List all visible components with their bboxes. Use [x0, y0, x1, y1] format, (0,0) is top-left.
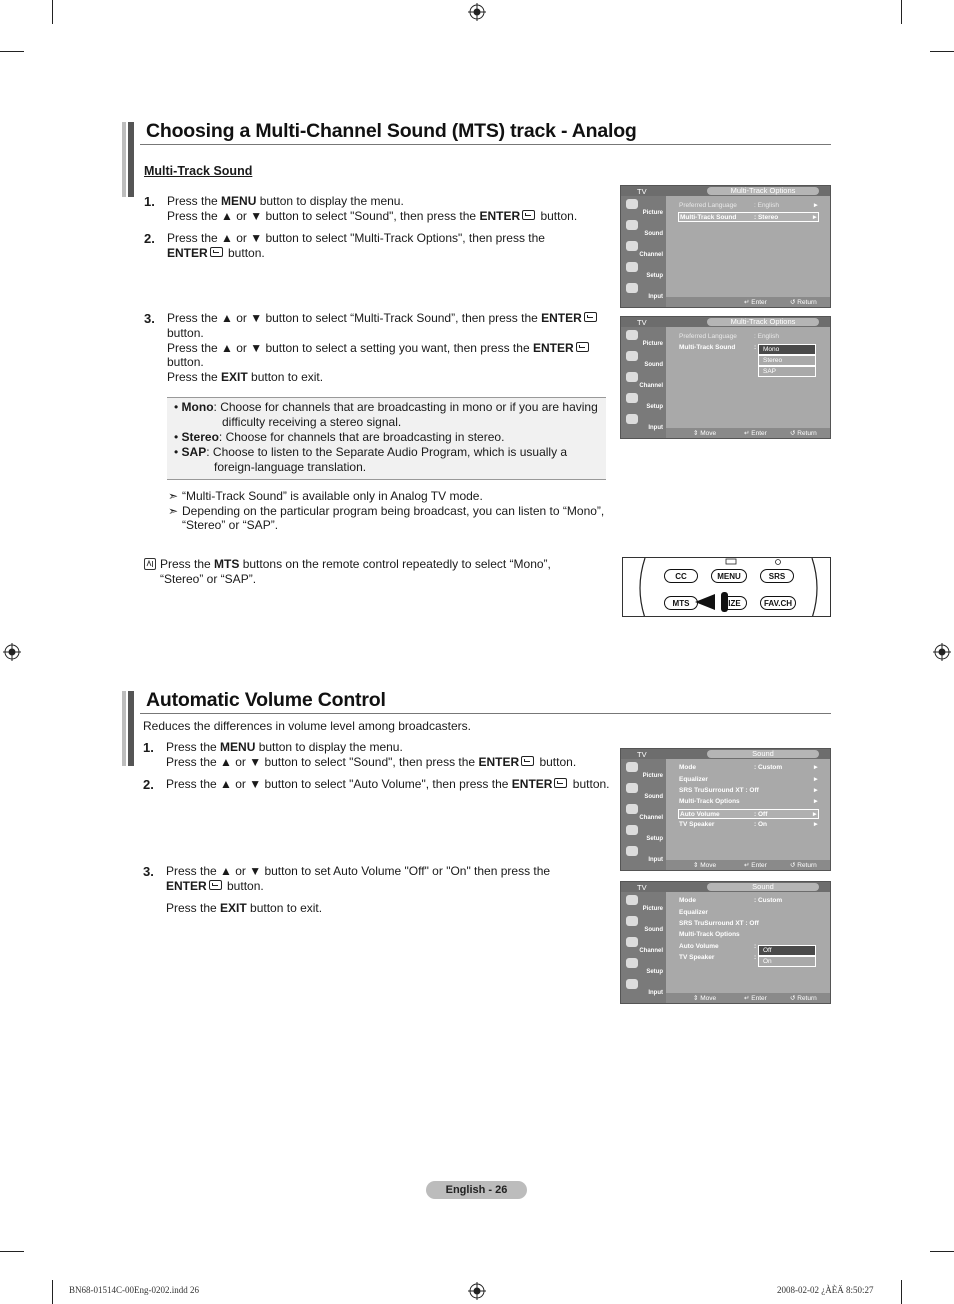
osd-option: SAP	[758, 366, 816, 377]
picture-icon	[626, 895, 638, 905]
osd-row-value: : Custom	[754, 764, 783, 771]
osd-move-hint: ⇕ Move	[693, 862, 717, 869]
bold-text: ENTER	[532, 341, 574, 355]
osd-sidebar-label: Picture	[642, 773, 663, 779]
channel-icon	[626, 937, 638, 947]
osd-sidebar-item-setup	[623, 391, 665, 411]
osd-row	[679, 775, 819, 785]
osd-row	[679, 908, 819, 918]
osd-row-value: : Off	[754, 811, 768, 818]
registration-mark-icon	[468, 1282, 486, 1300]
osd-tv-label: TV	[637, 883, 647, 892]
osd-sidebar-item-picture	[623, 197, 665, 217]
osd-option: On	[758, 956, 816, 967]
step-line: ENTER button.	[166, 879, 264, 893]
osd-sidebar-item-input	[623, 281, 665, 301]
step-number: 2.	[143, 777, 154, 792]
note-line: “Stereo” or “SAP”.	[182, 518, 279, 532]
enter-icon	[521, 756, 534, 766]
arrow-right-icon: ►	[812, 787, 819, 794]
step-line: Press the ▲ or ▼ button to select a setting you want, then press the ENTER	[167, 341, 591, 356]
osd-sidebar-label: Setup	[646, 836, 663, 842]
footer-file: BN68-01514C-00Eng-0202.indd 26	[69, 1285, 199, 1295]
section-marker	[122, 122, 134, 197]
osd-row-value: : Custom	[754, 897, 783, 904]
osd-footer	[666, 993, 830, 1003]
cc-button: CC	[664, 569, 698, 583]
step-line: ENTER button.	[167, 246, 265, 260]
remote-control-illustration	[622, 557, 831, 617]
osd-option: Stereo	[758, 355, 816, 366]
section-title-avc: Automatic Volume Control	[146, 689, 386, 711]
osd-row-value: :	[754, 943, 757, 950]
osd-screen-multitrack-2	[620, 316, 831, 439]
osd-row-key: Multi-Track Options	[679, 798, 740, 805]
osd-row-key: SRS TruSurround XT : Off	[679, 920, 759, 927]
bullet-term: Mono	[181, 400, 214, 414]
osd-row-key: Multi-Track Sound	[679, 344, 736, 351]
arrow-right-icon: ►	[811, 214, 818, 221]
enter-icon	[210, 247, 223, 257]
osd-sidebar-label: Sound	[644, 927, 663, 933]
note-arrow-icon: ➣	[168, 504, 179, 518]
menu-button: MENU	[711, 569, 747, 583]
registration-mark-icon	[468, 3, 486, 21]
osd-row	[679, 201, 819, 211]
osd-sidebar-label: Picture	[642, 906, 663, 912]
osd-menu-title: Multi-Track Options	[707, 187, 819, 195]
osd-return-hint: ↺ Return	[790, 299, 817, 306]
step-line: button.	[167, 326, 204, 340]
bullet-item: • SAP: Choose to listen to the Separate Audio Program, which is usually a	[174, 445, 568, 459]
osd-row	[679, 786, 819, 796]
osd-row	[679, 896, 819, 906]
osd-sidebar-label: Input	[648, 294, 663, 300]
osd-sidebar-label: Channel	[639, 383, 663, 389]
favch-button: FAV.CH	[760, 596, 796, 610]
osd-row-value: : English	[754, 202, 779, 209]
bullet-term: Stereo	[181, 430, 219, 444]
osd-row-key: Preferred Language	[679, 333, 737, 340]
bold-text: ENTER	[541, 311, 582, 325]
input-icon	[626, 283, 638, 293]
osd-row-key: Multi-Track Sound	[680, 214, 737, 221]
osd-sidebar-label: Setup	[646, 969, 663, 975]
osd-sidebar-item-picture	[623, 760, 665, 780]
osd-sidebar-label: Input	[648, 990, 663, 996]
step-line: Press the MENU button to display the menu.	[167, 194, 404, 208]
step-number: 1.	[144, 194, 155, 209]
footer-date: 2008-02-02 ¿ÀÈÄ 8:50:27	[777, 1285, 874, 1295]
step-line: Press the EXIT button to exit.	[167, 370, 324, 384]
osd-row	[678, 809, 819, 819]
sound-icon	[626, 351, 638, 361]
osd-move-hint: ⇕ Move	[693, 995, 717, 1002]
bullet-item: • Mono: Choose for channels that are broadcasting in mono or if you are having	[174, 400, 598, 414]
osd-row-value: :	[754, 954, 757, 961]
osd-tv-label: TV	[637, 750, 647, 759]
step-line: Press the MENU button to display the menu.	[166, 740, 403, 754]
osd-sidebar-label: Picture	[642, 210, 663, 216]
mts-button: MTS	[664, 596, 698, 610]
osd-sidebar-label: Picture	[642, 341, 663, 347]
osd-row	[679, 332, 819, 342]
bullet-term: SAP	[181, 445, 207, 459]
input-icon	[626, 414, 638, 424]
bullet-continuation: difficulty receiving a stereo signal.	[222, 415, 402, 429]
enter-icon	[554, 778, 567, 788]
channel-icon	[626, 804, 638, 814]
osd-footer	[666, 860, 830, 870]
osd-sidebar-label: Sound	[644, 794, 663, 800]
picture-icon	[626, 762, 638, 772]
step-number: 1.	[143, 740, 154, 755]
picture-icon	[626, 199, 638, 209]
sound-icon	[626, 783, 638, 793]
step-line: Press the ▲ or ▼ button to select "Sound", then press the ENTER button.	[167, 209, 578, 223]
osd-row	[679, 797, 819, 807]
osd-sidebar-item-channel	[623, 370, 665, 390]
osd-row	[679, 820, 819, 830]
registration-mark-icon	[933, 643, 951, 661]
step-line: Press the ▲ or ▼ button to select "Sound", then press the ENTER button.	[166, 755, 577, 769]
enter-icon	[522, 210, 535, 220]
note-line: “Multi-Track Sound” is available only in Analog TV mode.	[182, 489, 483, 503]
osd-sidebar-item-channel	[623, 239, 665, 259]
osd-sidebar-item-input	[623, 844, 665, 864]
psize-button: IZE	[723, 596, 747, 610]
bold-text: ENTER	[479, 209, 521, 223]
arrow-right-icon: ►	[811, 811, 818, 818]
osd-return-hint: ↺ Return	[790, 430, 817, 437]
arrow-right-icon: ►	[812, 776, 819, 783]
osd-sidebar-label: Channel	[639, 948, 663, 954]
osd-row-value: : English	[754, 333, 779, 340]
osd-menu-title: Multi-Track Options	[707, 318, 819, 326]
osd-row-key: Auto Volume	[679, 943, 719, 950]
osd-row	[679, 930, 819, 940]
osd-row-key: Mode	[679, 764, 696, 771]
page-number: English - 26	[426, 1181, 527, 1199]
step-line: Press the EXIT button to exit.	[166, 901, 323, 915]
bold-text: ENTER	[478, 755, 520, 769]
osd-sidebar-item-sound	[623, 218, 665, 238]
bold-text: MENU	[221, 194, 257, 208]
remote-note-icon	[144, 558, 156, 570]
osd-tv-label: TV	[637, 318, 647, 327]
osd-return-hint: ↺ Return	[790, 862, 817, 869]
sound-icon	[626, 916, 638, 926]
osd-row-value: : Stereo	[754, 214, 779, 221]
osd-sidebar-item-picture	[623, 893, 665, 913]
srs-button: SRS	[760, 569, 794, 583]
osd-enter-hint: ↵ Enter	[744, 862, 767, 869]
bold-text: EXIT	[221, 370, 248, 384]
subsection-title: Multi-Track Sound	[144, 164, 253, 178]
osd-row-key: SRS TruSurround XT : Off	[679, 787, 759, 794]
note-line: Depending on the particular program being broadcast, you can listen to “Mono”,	[182, 504, 605, 518]
osd-row-value: : On	[754, 821, 767, 828]
step-line: Press the ▲ or ▼ button to select "Auto Volume", then press the ENTER button.	[166, 777, 610, 791]
osd-sidebar	[621, 759, 666, 870]
arrow-right-icon: ►	[812, 798, 819, 805]
section-rule	[140, 144, 831, 145]
osd-row	[679, 763, 819, 773]
osd-sidebar-item-sound	[623, 914, 665, 934]
section-intro: Reduces the differences in volume level among broadcasters.	[143, 719, 471, 733]
input-icon	[626, 979, 638, 989]
step-line: Press the ▲ or ▼ button to set Auto Volume "Off" or "On" then press the	[166, 864, 551, 878]
osd-sidebar-label: Setup	[646, 404, 663, 410]
osd-menu-title: Sound	[707, 883, 819, 891]
setup-icon	[626, 393, 638, 403]
step-number: 3.	[143, 864, 154, 879]
step-line: Press the ▲ or ▼ button to select "Multi-Track Options", then press the	[167, 231, 545, 245]
osd-enter-hint: ↵ Enter	[744, 299, 767, 306]
osd-sidebar-label: Sound	[644, 231, 663, 237]
osd-row-key: Equalizer	[679, 909, 708, 916]
osd-sidebar-label: Input	[648, 425, 663, 431]
osd-sidebar-label: Channel	[639, 815, 663, 821]
osd-footer	[666, 428, 830, 438]
osd-row-key: Equalizer	[679, 776, 708, 783]
osd-sidebar-item-input	[623, 977, 665, 997]
arrow-right-icon: ►	[812, 202, 819, 209]
bold-text: EXIT	[220, 901, 247, 915]
enter-icon	[576, 342, 589, 352]
input-icon	[626, 846, 638, 856]
registration-mark-icon	[3, 643, 21, 661]
osd-screen-multitrack-1	[620, 185, 831, 308]
remote-note-line2: “Stereo” or “SAP”.	[160, 572, 257, 586]
osd-row-key: Auto Volume	[680, 811, 720, 818]
osd-row-key: TV Speaker	[679, 954, 715, 961]
step-line: button.	[167, 355, 204, 369]
osd-sidebar-label: Sound	[644, 362, 663, 368]
osd-enter-hint: ↵ Enter	[744, 430, 767, 437]
osd-row-value: :	[754, 344, 757, 351]
osd-sidebar-item-setup	[623, 823, 665, 843]
arrow-right-icon: ►	[812, 764, 819, 771]
remote-note-line1: Press the MTS buttons on the remote control repeatedly to select “Mono”,	[160, 557, 551, 571]
osd-footer	[666, 297, 830, 307]
osd-sidebar	[621, 892, 666, 1003]
osd-sidebar-item-setup	[623, 260, 665, 280]
osd-row	[679, 919, 819, 929]
bullet-item: • Stereo: Choose for channels that are broadcasting in stereo.	[174, 430, 505, 444]
osd-row-key: Multi-Track Options	[679, 931, 740, 938]
osd-sidebar-label: Setup	[646, 273, 663, 279]
osd-screen-sound-2	[620, 881, 831, 1004]
osd-sidebar-item-sound	[623, 349, 665, 369]
osd-sidebar-item-input	[623, 412, 665, 432]
step-number: 3.	[144, 311, 155, 326]
osd-sidebar-label: Channel	[639, 252, 663, 258]
setup-icon	[626, 958, 638, 968]
osd-option: Off	[758, 945, 816, 956]
section-marker	[122, 691, 134, 766]
osd-enter-hint: ↵ Enter	[744, 995, 767, 1002]
osd-row-key: TV Speaker	[679, 821, 715, 828]
osd-sidebar	[621, 327, 666, 438]
osd-row	[678, 212, 819, 222]
section-title-mts: Choosing a Multi-Channel Sound (MTS) track - Analog	[146, 120, 637, 142]
enter-icon	[209, 880, 222, 890]
osd-sidebar-item-channel	[623, 935, 665, 955]
osd-move-hint: ⇕ Move	[693, 430, 717, 437]
osd-sidebar-item-setup	[623, 956, 665, 976]
setup-icon	[626, 825, 638, 835]
bullet-continuation: foreign-language translation.	[214, 460, 367, 474]
channel-icon	[626, 372, 638, 382]
arrow-right-icon: ►	[812, 821, 819, 828]
osd-sidebar-item-sound	[623, 781, 665, 801]
step-number: 2.	[144, 231, 155, 246]
osd-menu-title: Sound	[707, 750, 819, 758]
osd-sidebar-label: Input	[648, 857, 663, 863]
setup-icon	[626, 262, 638, 272]
osd-row-key: Preferred Language	[679, 202, 737, 209]
osd-sidebar	[621, 196, 666, 307]
bold-text: ENTER	[167, 246, 208, 260]
enter-icon	[584, 312, 597, 322]
section-rule	[140, 713, 831, 714]
step-line: Press the ▲ or ▼ button to select “Multi-Track Sound”, then press the ENTER	[167, 311, 599, 326]
note-arrow-icon: ➣	[168, 489, 179, 503]
sound-icon	[626, 220, 638, 230]
osd-row-key: Mode	[679, 897, 696, 904]
osd-tv-label: TV	[637, 187, 647, 196]
picture-icon	[626, 330, 638, 340]
osd-option: Mono	[758, 344, 816, 355]
osd-screen-sound-1	[620, 748, 831, 871]
osd-return-hint: ↺ Return	[790, 995, 817, 1002]
bold-text: MENU	[220, 740, 256, 754]
bold-text: ENTER	[166, 879, 207, 893]
bold-text: ENTER	[511, 777, 553, 791]
osd-sidebar-item-picture	[623, 328, 665, 348]
osd-sidebar-item-channel	[623, 802, 665, 822]
channel-icon	[626, 241, 638, 251]
